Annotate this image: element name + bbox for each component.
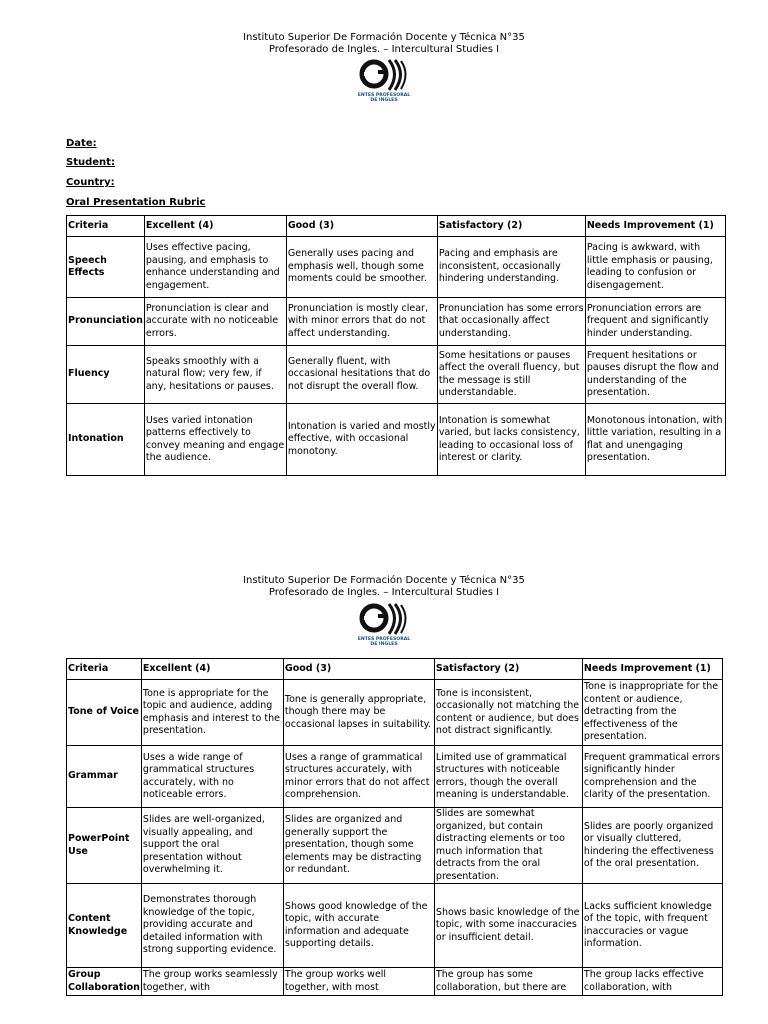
column-header-satisfactory: Satisfactory (2) (434, 659, 582, 680)
date-label: Date: (66, 138, 97, 149)
criteria-cell: Pronunciation (67, 298, 145, 346)
good-cell: Generally uses pacing and emphasis well, though some moments could be smoother. (286, 237, 437, 298)
satisfactory-cell: Pacing and emphasis are inconsistent, occasionally hindering understanding. (437, 237, 585, 298)
good-cell: Tone is generally appropriate, though there may be occasional lapses in suitability. (283, 680, 434, 746)
excellent-cell: Uses effective pacing, pausing, and emphasis to enhance understanding and engagement. (144, 237, 286, 298)
program-name-2: Profesorado de Ingles. – Intercultural Studies I (268, 587, 500, 598)
excellent-cell: Slides are well-organized, visually appealing, and support the oral presentation without overwhelming it. (141, 808, 283, 884)
good-cell: The group works well together, with most (283, 968, 434, 996)
criteria-cell: Tone of Voice (67, 680, 142, 746)
table-row (67, 808, 723, 884)
satisfactory-cell: Intonation is somewhat varied, but lacks consistency, leading to occasional loss of interest or clarity. (437, 404, 585, 476)
good-cell: Generally fluent, with occasional hesitations that do not disrupt the overall flow. (286, 346, 437, 404)
column-header-good: Good (3) (286, 216, 437, 237)
institution-name: Instituto Superior De Formación Docente y Técnica N°35 (243, 32, 525, 43)
needs-improvement-cell: Frequent hesitations or pauses disrupt the flow and understanding of the presentation. (585, 346, 725, 404)
needs-improvement-cell: Pronunciation errors are frequent and significantly hinder understanding. (585, 298, 725, 346)
needs-improvement-cell: Lacks sufficient knowledge of the topic, with frequent inaccuracies or vague information. (582, 884, 722, 968)
logo-text-line1: ENTES PROFESORAL (357, 93, 411, 98)
criteria-cell: Content Knowledge (67, 884, 142, 968)
institution-logo-2 (356, 600, 412, 646)
excellent-cell: Uses a wide range of grammatical structures accurately, with no noticeable errors. (141, 746, 283, 808)
program-name: Profesorado de Ingles. – Intercultural Studies I (268, 44, 500, 55)
table-row (67, 884, 723, 968)
table-row (67, 680, 723, 746)
table-row (67, 298, 726, 346)
satisfactory-cell: Slides are somewhat organized, but contain distracting elements or too much information that detracts from the oral presentation. (434, 808, 582, 884)
column-header-needs-improvement: Needs Improvement (1) (585, 216, 725, 237)
table-row (67, 346, 726, 404)
excellent-cell: Speaks smoothly with a natural flow; very few, if any, hesitations or pauses. (144, 346, 286, 404)
criteria-cell: Speech Effects (67, 237, 145, 298)
needs-improvement-cell: Frequent grammatical errors significantly hinder comprehension and the clarity of the presentation. (582, 746, 722, 808)
table-header-row (67, 216, 726, 237)
good-cell: Slides are organized and generally support the presentation, though some elements may be distracting or redundant. (283, 808, 434, 884)
excellent-cell: The group works seamlessly together, with (141, 968, 283, 996)
table-header-row (67, 659, 723, 680)
good-cell: Uses a range of grammatical structures accurately, with minor errors that do not affect comprehension. (283, 746, 434, 808)
institution-name-2: Instituto Superior De Formación Docente y Técnica N°35 (243, 575, 525, 586)
column-header-excellent: Excellent (4) (141, 659, 283, 680)
satisfactory-cell: Pronunciation has some errors that occasionally affect understanding. (437, 298, 585, 346)
rubric-title: Oral Presentation Rubric (66, 197, 206, 208)
excellent-cell: Pronunciation is clear and accurate with no noticeable errors. (144, 298, 286, 346)
table-row (67, 968, 723, 996)
good-cell: Pronunciation is mostly clear, with minor errors that do not affect understanding. (286, 298, 437, 346)
table-row (67, 746, 723, 808)
criteria-cell: PowerPoint Use (67, 808, 142, 884)
institution-logo (356, 56, 412, 102)
excellent-cell: Tone is appropriate for the topic and audience, adding emphasis and interest to the presentation. (141, 680, 283, 746)
column-header-criteria: Criteria (67, 216, 145, 237)
column-header-needs-improvement: Needs Improvement (1) (582, 659, 722, 680)
satisfactory-cell: Limited use of grammatical structures with noticeable errors, though the overall meaning is understandable. (434, 746, 582, 808)
table-row (67, 404, 726, 476)
table-row (67, 237, 726, 298)
criteria-cell: Intonation (67, 404, 145, 476)
criteria-cell: Fluency (67, 346, 145, 404)
satisfactory-cell: Tone is inconsistent, occasionally not matching the content or audience, but does not distract significantly. (434, 680, 582, 746)
logo-text-line2: DE INGLES (370, 642, 398, 646)
criteria-cell: Grammar (67, 746, 142, 808)
logo-text-line1: ENTES PROFESORAL (357, 637, 411, 642)
column-header-excellent: Excellent (4) (144, 216, 286, 237)
satisfactory-cell: Some hesitations or pauses affect the overall fluency, but the message is still understandable. (437, 346, 585, 404)
needs-improvement-cell: Monotonous intonation, with little variation, resulting in a flat and unengaging presentation. (585, 404, 725, 476)
satisfactory-cell: The group has some collaboration, but there are (434, 968, 582, 996)
needs-improvement-cell: The group lacks effective collaboration, with (582, 968, 722, 996)
criteria-cell: Group Collaboration (67, 968, 142, 996)
good-cell: Intonation is varied and mostly effective, with occasional monotony. (286, 404, 437, 476)
excellent-cell: Demonstrates thorough knowledge of the topic, providing accurate and detailed information with strong supporting evidence. (141, 884, 283, 968)
student-label: Student: (66, 157, 115, 168)
excellent-cell: Uses varied intonation patterns effectively to convey meaning and engage the audience. (144, 404, 286, 476)
good-cell: Shows good knowledge of the topic, with accurate information and adequate supporting details. (283, 884, 434, 968)
logo-text-line2: DE INGLES (370, 98, 398, 102)
satisfactory-cell: Shows basic knowledge of the topic, with some inaccuracies or insufficient detail. (434, 884, 582, 968)
column-header-criteria: Criteria (67, 659, 142, 680)
column-header-good: Good (3) (283, 659, 434, 680)
country-label: Country: (66, 177, 115, 188)
rubric-table-2 (66, 658, 723, 996)
rubric-table-1 (66, 215, 726, 476)
needs-improvement-cell: Pacing is awkward, with little emphasis or pausing, leading to confusion or disengagement. (585, 237, 725, 298)
needs-improvement-cell: Tone is inappropriate for the content or audience, detracting from the effectiveness of the presentation. (582, 680, 722, 746)
column-header-satisfactory: Satisfactory (2) (437, 216, 585, 237)
needs-improvement-cell: Slides are poorly organized or visually cluttered, hindering the effectiveness of the oral presentation. (582, 808, 722, 884)
